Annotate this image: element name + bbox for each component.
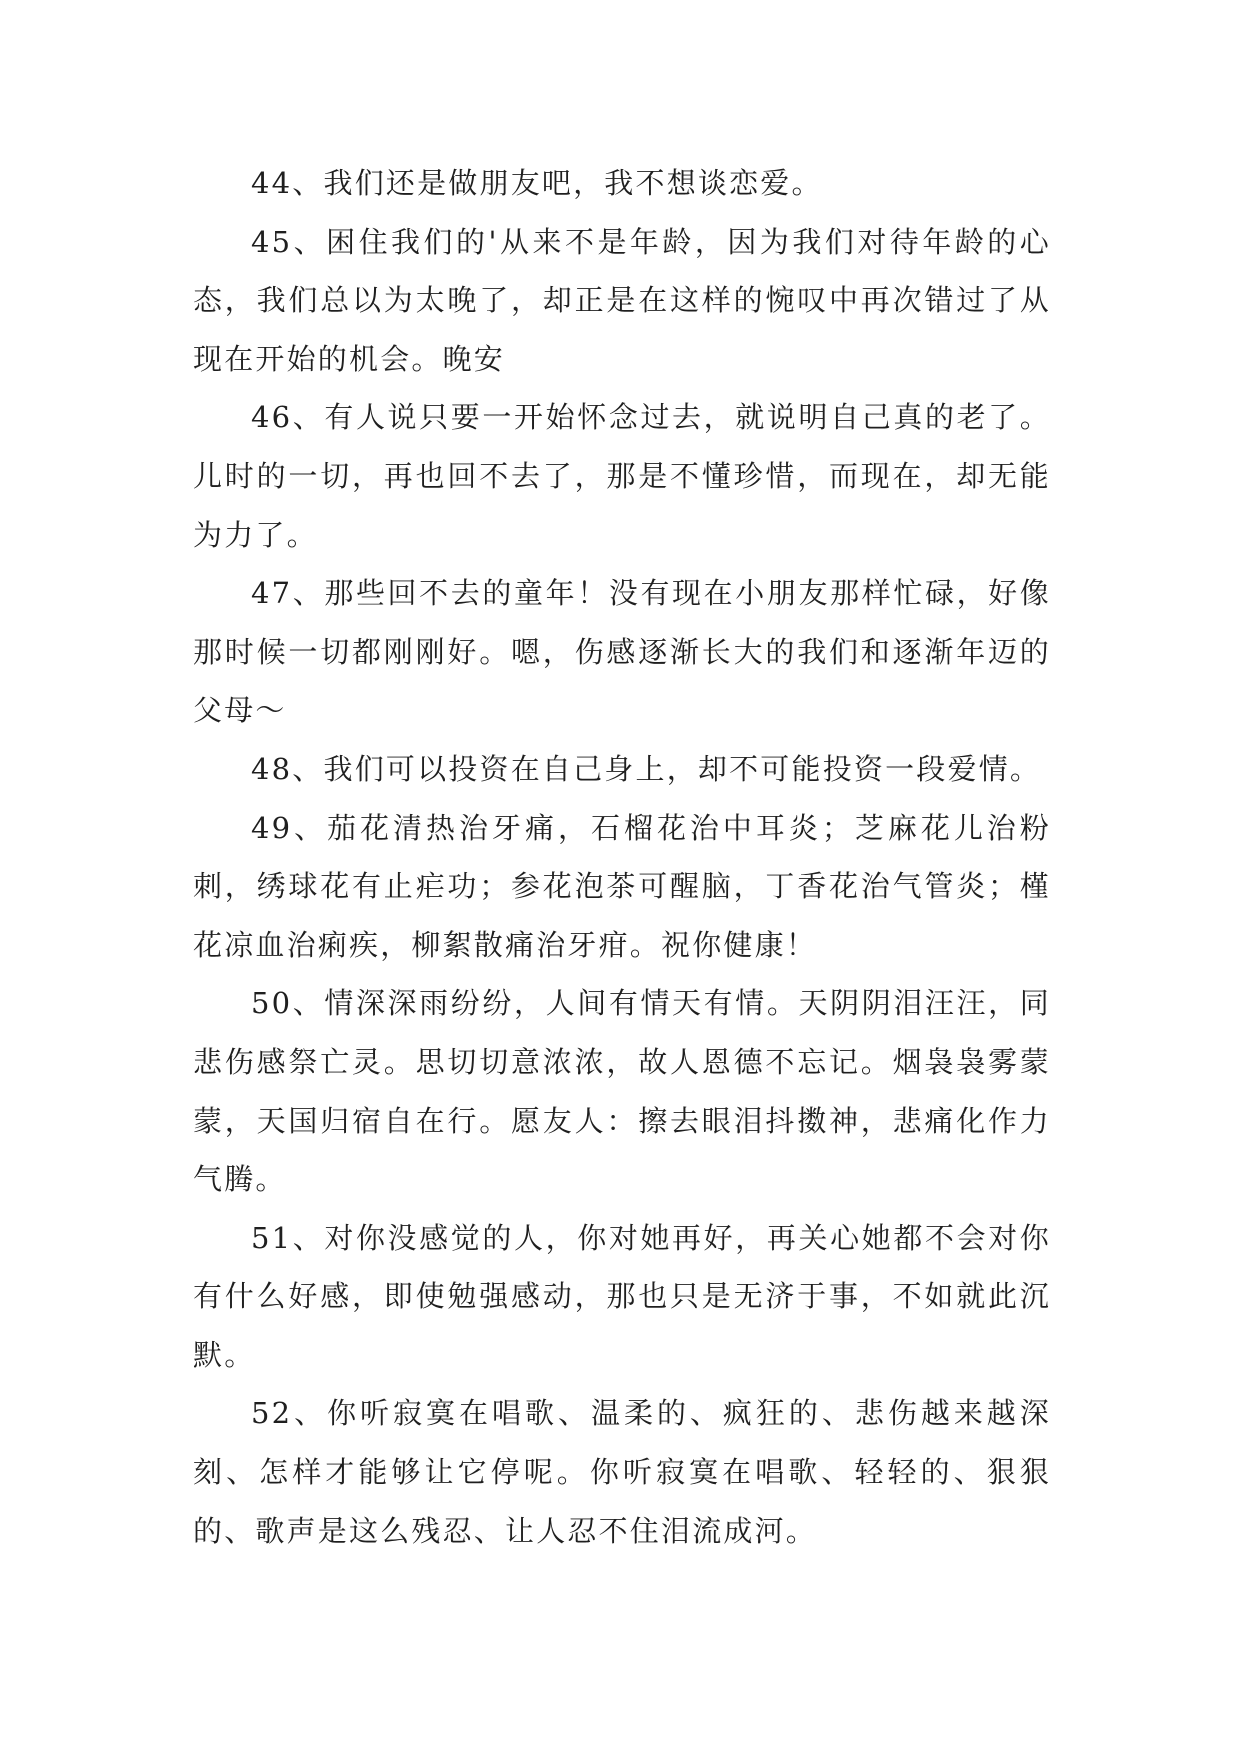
paragraph-48: 48、我们可以投资在自己身上，却不可能投资一段爱情。 (251, 751, 1042, 786)
paragraph-49: 49、茄花清热治牙痛，石榴花治中耳炎；芝麻花儿治粉刺，绣球花有止疟功；参花泡茶可醒脑，丁香花治气管炎；槿花凉血治痢疾，柳絮散痛治牙疳。祝你健康！ (193, 810, 1051, 962)
paragraph-46: 46、有人说只要一开始怀念过去，就说明自己真的老了。儿时的一切，再也回不去了，那是不懂珍惜，而现在，却无能为力了。 (193, 400, 1051, 552)
paragraph-51: 51、对你没感觉的人，你对她再好，再关心她都不会对你有什么好感，即使勉强感动，那也只是无济于事，不如就此沉默。 (193, 1220, 1051, 1372)
paragraph-52: 52、你听寂寞在唱歌、温柔的、疯狂的、悲伤越来越深刻、怎样才能够让它停呢。你听寂寞在唱歌、轻轻的、狠狠的、歌声是这么残忍、让人忍不住泪流成河。 (193, 1396, 1051, 1548)
paragraph-45: 45、困住我们的'从来不是年龄，因为我们对待年龄的心态，我们总以为太晚了，却正是在这样的惋叹中再次错过了从现在开始的机会。晚安 (193, 224, 1051, 376)
document-body (193, 154, 1051, 1560)
paragraph-44: 44、我们还是做朋友吧，我不想谈恋爱。 (251, 166, 823, 200)
paragraph-50: 50、情深深雨纷纷，人间有情天有情。天阴阴泪汪汪，同悲伤感祭亡灵。思切切意浓浓，故人恩德不忘记。烟袅袅雾蒙蒙，天国归宿自在行。愿友人：擦去眼泪抖擞神，悲痛化作力气腾。 (193, 986, 1051, 1197)
paragraph-47: 47、那些回不去的童年！没有现在小朋友那样忙碌，好像那时候一切都刚刚好。嗯，伤感逐渐长大的我们和逐渐年迈的父母～ (193, 576, 1051, 728)
